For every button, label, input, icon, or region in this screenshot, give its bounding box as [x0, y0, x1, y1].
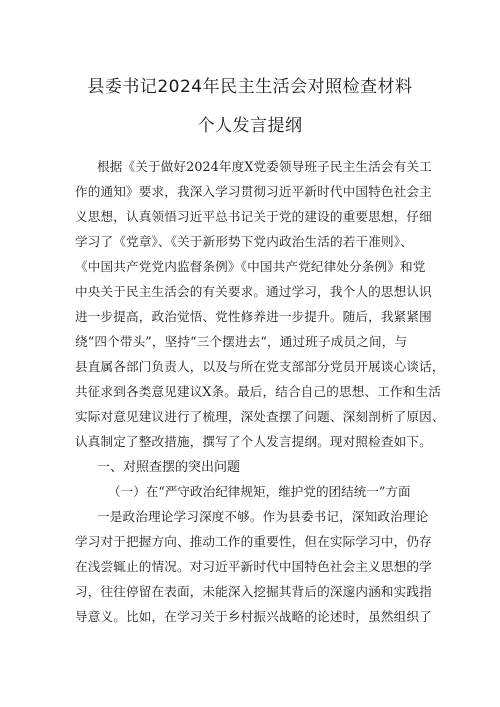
- paragraph1-line: 《中国共产党党内监督条例》《中国共产党纪律处分条例》和党: [75, 259, 426, 274]
- paragraph1-line: 学习了《党章》、《关于新形势下党内政治生活的若干准则》、: [75, 234, 413, 249]
- paragraph1-line: 县直属各部门负责人，以及与所在党支部部分党员开展谈心谈话，: [75, 359, 445, 374]
- paragraph1-line: 实际对意见建议进行了梳理，深处查摆了问题、深刻剖析了原因、: [75, 409, 445, 424]
- paragraph1-line: 绕“四个带头”，坚持“三个摆进去“，通过班子成员之间，与: [75, 334, 408, 349]
- paragraph2-line: 一是政治理论学习深度不够。作为县委书记，深知政治理论: [97, 509, 429, 524]
- document-subtitle: 个人发言提纲: [197, 116, 303, 136]
- paragraph2-line: 在浅尝辄止的情况。对习近平新时代中国特色社会主义思想的学: [75, 559, 432, 574]
- paragraph1-line: 认真制定了整改措施，撰写了个人发言提纲。现对照检查如下。: [75, 434, 432, 449]
- paragraph1-line: 根据《关于做好2024年度X党委领导班子民主生活会有关工: [97, 159, 432, 174]
- paragraph1-line: 作的通知》要求，我深入学习贯彻习近平新时代中国特色社会主: [75, 184, 432, 199]
- paragraph2-line: 习，往往停留在表面，未能深入挖掘其背后的深邃内涵和实践指: [75, 584, 432, 599]
- paragraph1-line: 共征求到各类意见建议X条。最后，结合自己的思想、工作和生活: [75, 384, 441, 399]
- document-title: 县委书记2024年民主生活会对照检查材料: [87, 77, 413, 97]
- paragraph1-line: 义思想，认真领悟习近平总书记关于党的建设的重要思想，仔细: [75, 209, 432, 224]
- paragraph1-line: 进一步提高，政治觉悟、党性修养进一步提升。随后，我紧紧围: [75, 309, 432, 324]
- paragraph1-line: 中央关于民主生活会的有关要求。通过学习，我个人的思想认识: [75, 284, 432, 299]
- paragraph2-line: 导意义。比如，在学习关于乡村振兴战略的论述时，虽然组织了: [75, 609, 432, 624]
- section-heading: 一、对照查摆的突出问题: [97, 460, 241, 475]
- subsection-heading: （一）在“严守政治纪律规矩，维护党的团结统一”方面: [108, 484, 411, 499]
- paragraph2-line: 学习对于把握方向、推动工作的重要性，但在实际学习中，仍存: [75, 534, 432, 549]
